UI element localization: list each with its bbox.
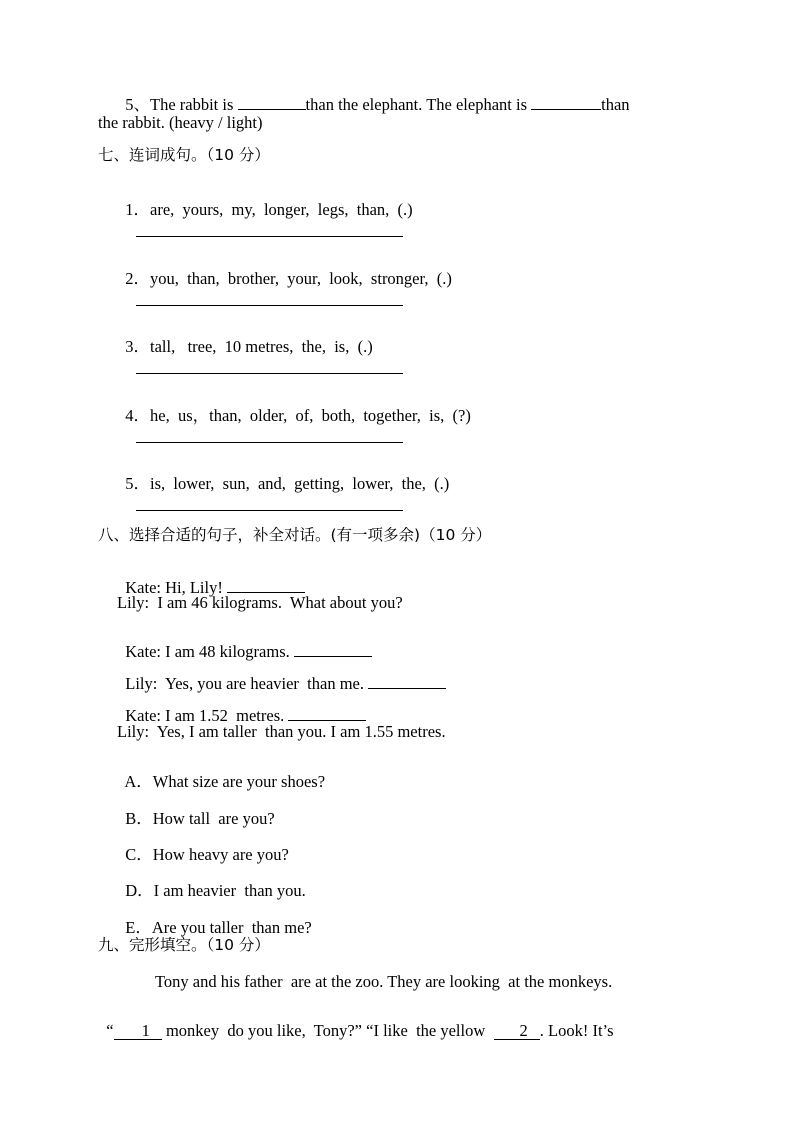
dialogue-line-1 — [117, 563, 305, 596]
s7-answer-line-4[interactable] — [136, 442, 403, 443]
dialogue-line-5 — [117, 691, 366, 724]
option-b-letter: B． — [125, 808, 153, 828]
s7-item-5-number: 5． — [125, 473, 150, 493]
dialogue-blank-3[interactable] — [368, 687, 446, 689]
q5-blank-2[interactable] — [531, 108, 601, 110]
option-d-text: I am heavier than you. — [153, 880, 306, 900]
cloze-blank-2[interactable] — [494, 1020, 540, 1041]
s7-answer-line-3[interactable] — [136, 373, 403, 374]
cloze-line-1: Tony and his father are at the zoo. They are looking at the monkeys. — [155, 972, 613, 991]
option-a — [117, 757, 325, 790]
option-c-letter: C． — [125, 844, 153, 864]
option-e — [117, 903, 312, 936]
s7-item-4 — [117, 391, 471, 424]
s7-item-4-words: he, us，than, older, of, both, together, is, (?) — [150, 405, 471, 425]
q5-text-part1: The rabbit is — [150, 94, 238, 114]
option-a-text: What size are your shoes? — [152, 771, 326, 791]
section9-title: 九、完形填空。（10 分） — [98, 936, 270, 954]
q5-blank-1[interactable] — [238, 108, 306, 110]
option-e-text: Are you taller than me? — [151, 917, 312, 937]
cloze-open-quote: “ — [106, 1020, 114, 1040]
s7-answer-line-2[interactable] — [136, 305, 403, 306]
option-c — [117, 830, 289, 863]
s7-item-2 — [117, 254, 452, 287]
s7-item-2-number: 2． — [125, 268, 150, 288]
option-b — [117, 794, 275, 827]
cloze-blank-1[interactable] — [114, 1020, 162, 1041]
s7-item-2-words: you, than, brother, your, look, stronger, (.) — [150, 268, 452, 288]
option-d — [117, 866, 306, 899]
dialogue-line-4-text: Lily: Yes, you are heavier than me. — [125, 673, 369, 693]
q5-line2: the rabbit. (heavy / light) — [98, 113, 263, 132]
q5-text-part2: than the elephant. The elephant is — [305, 94, 532, 114]
option-a-letter: A． — [124, 771, 153, 791]
dialogue-line-4 — [117, 659, 446, 692]
option-e-letter: E． — [125, 917, 152, 937]
dialogue-line-6: Lily: Yes, I am taller than you. I am 1.55 metres. — [117, 722, 446, 741]
s7-item-3-number: 3． — [125, 336, 150, 356]
s7-item-1 — [117, 185, 413, 218]
section8-title: 八、选择合适的句子，补全对话。(有一项多余)（10 分） — [98, 526, 492, 544]
dialogue-line-5-text: Kate: I am 1.52 metres. — [125, 705, 289, 725]
cloze-line-2-middle: monkey do you like, Tony?” “I like the yellow — [161, 1020, 494, 1040]
q5-text-part3: than — [601, 94, 630, 114]
s7-item-4-number: 4． — [125, 405, 150, 425]
option-b-text: How tall are you? — [152, 808, 275, 828]
dialogue-blank-2[interactable] — [294, 655, 372, 657]
s7-item-3-words: tall, tree, 10 metres, the, is, (.) — [150, 336, 373, 356]
cloze-blank-2-number: 2 — [519, 1020, 528, 1040]
cloze-line-2-end: . Look! It’s — [539, 1020, 614, 1040]
s7-item-1-number: 1． — [125, 199, 150, 219]
s7-item-3 — [117, 322, 373, 355]
dialogue-line-3-text: Kate: I am 48 kilograms. — [125, 641, 294, 661]
s7-answer-line-1[interactable] — [136, 236, 403, 237]
option-d-letter: D． — [125, 880, 154, 900]
dialogue-line-2: Lily: I am 46 kilograms. What about you? — [117, 593, 403, 612]
s7-answer-line-5[interactable] — [136, 510, 403, 511]
section7-title: 七、连词成句。（10 分） — [98, 146, 270, 164]
s7-item-5 — [117, 459, 449, 492]
cloze-line-2 — [98, 1006, 614, 1040]
option-c-text: How heavy are you? — [152, 844, 289, 864]
s7-item-1-words: are, yours, my, longer, legs, than, (.) — [150, 199, 413, 219]
cloze-blank-1-number: 1 — [141, 1020, 150, 1040]
q5-number: 5、 — [125, 94, 150, 114]
dialogue-line-1-text: Kate: Hi, Lily! — [125, 577, 227, 597]
dialogue-blank-4[interactable] — [288, 719, 366, 721]
s7-item-5-words: is, lower, sun, and, getting, lower, the, (.) — [150, 473, 450, 493]
q5-line1 — [117, 80, 630, 113]
dialogue-line-3 — [117, 627, 372, 660]
